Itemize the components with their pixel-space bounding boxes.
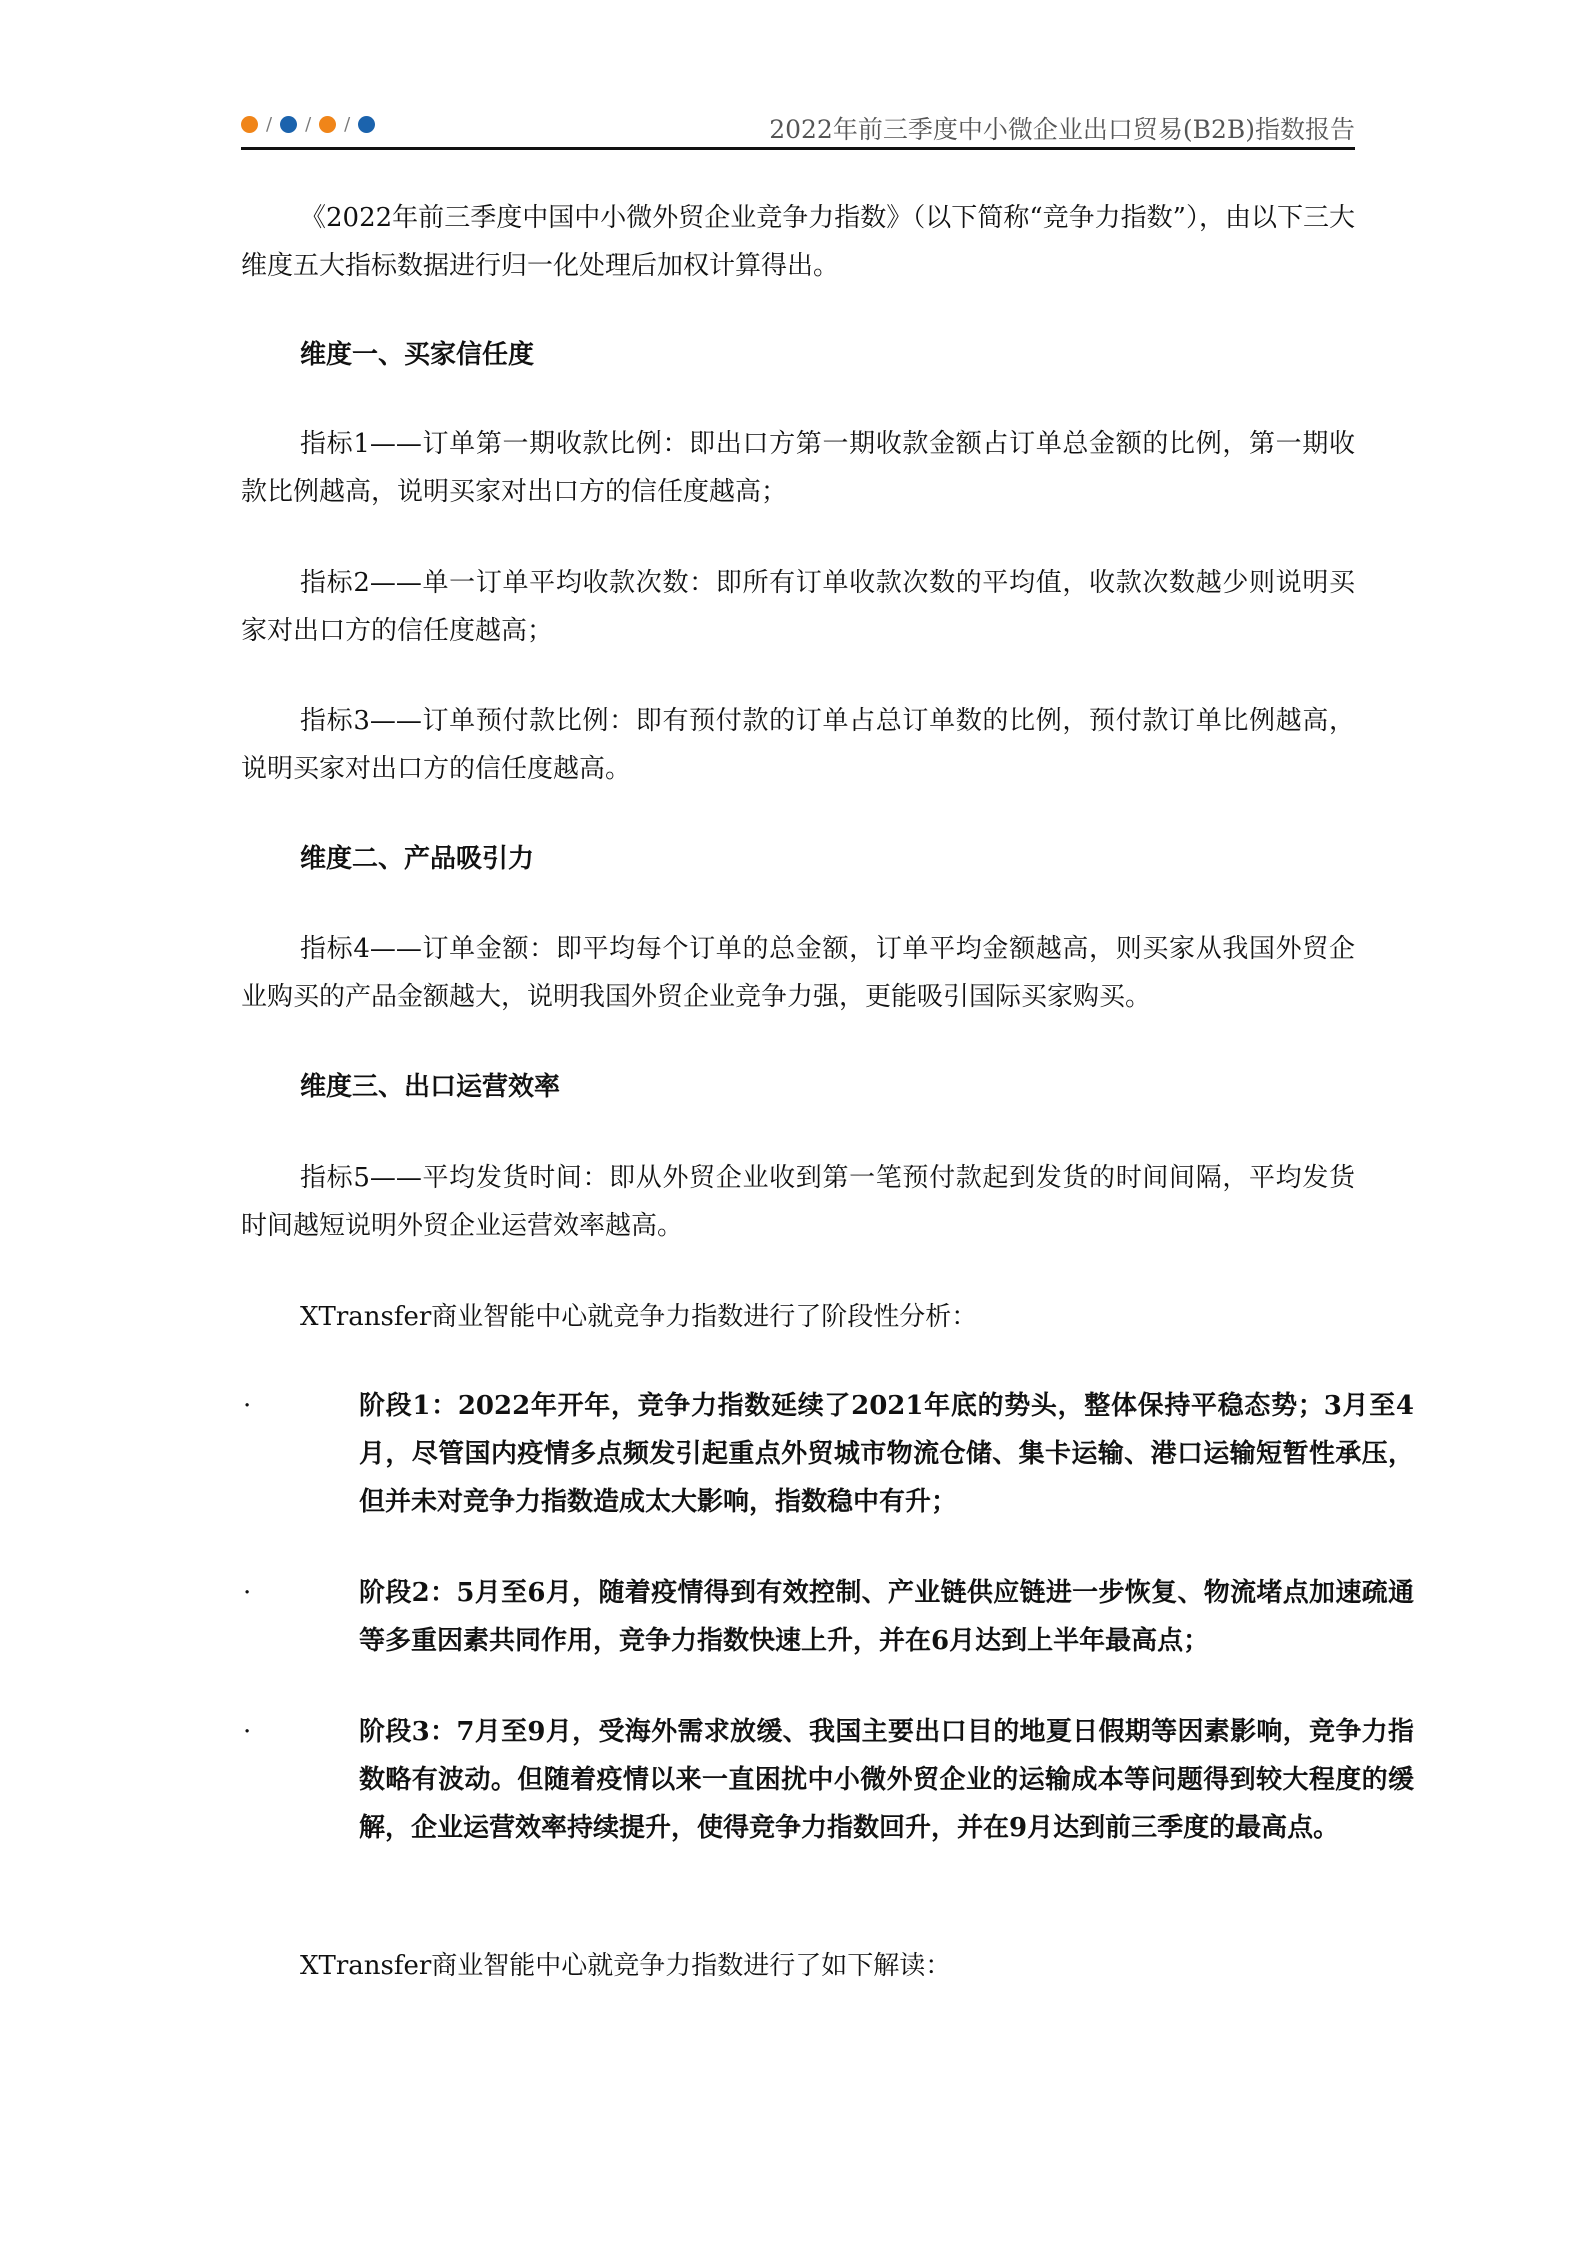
blue-dot-icon	[280, 116, 297, 133]
dimension-heading-3: 维度三、出口运营效率	[300, 1072, 561, 1102]
stage-item-1	[243, 1382, 1414, 1526]
closing-paragraph: XTransfer商业智能中心就竞争力指数进行了如下解读：	[300, 1951, 952, 1981]
bullet-icon: ·	[243, 1578, 252, 1608]
header-logo-dots: / / /	[241, 114, 375, 135]
analysis-intro: XTransfer商业智能中心就竞争力指数进行了阶段性分析：	[300, 1302, 978, 1332]
dimension-heading-2: 维度二、产品吸引力	[300, 844, 535, 874]
stage-text: 阶段1：2022年开年，竞争力指数延续了2021年底的势头，整体保持平稳态势；3月至4月，尽管国内疫情多点频发引起重点外贸城市物流仓储、集卡运输、港口运输短暂性承压，但并未对竞争力指数造成太大影响，指数稳中有升；	[359, 1391, 1414, 1517]
stage-item-2	[243, 1569, 1414, 1665]
stage-text: 阶段3：7月至9月，受海外需求放缓、我国主要出口目的地夏日假期等因素影响，竞争力指数略有波动。但随着疫情以来一直困扰中小微外贸企业的运输成本等问题得到较大程度的缓解，企业运营效率持续提升，使得竞争力指数回升，并在9月达到前三季度的最高点。	[359, 1717, 1414, 1843]
orange-dot-icon	[319, 116, 336, 133]
intro-paragraph: 《2022年前三季度中国中小微外贸企业竞争力指数》（以下简称“竞争力指数”），由以下三大维度五大指标数据进行归一化处理后加权计算得出。	[241, 203, 1355, 281]
indicator-2: 指标2——单一订单平均收款次数：即所有订单收款次数的平均值，收款次数越少则说明买家对出口方的信任度越高；	[241, 568, 1355, 646]
stage-item-3	[243, 1708, 1414, 1852]
bullet-icon: ·	[243, 1391, 252, 1421]
indicator-1: 指标1——订单第一期收款比例：即出口方第一期收款金额占订单总金额的比例，第一期收款比例越高，说明买家对出口方的信任度越高；	[241, 429, 1355, 507]
stage-text: 阶段2：5月至6月，随着疫情得到有效控制、产业链供应链进一步恢复、物流堵点加速疏通等多重因素共同作用，竞争力指数快速上升，并在6月达到上半年最高点；	[359, 1578, 1414, 1656]
blue-dot-icon	[358, 116, 375, 133]
indicator-4: 指标4——订单金额：即平均每个订单的总金额，订单平均金额越高，则买家从我国外贸企业购买的产品金额越大，说明我国外贸企业竞争力强，更能吸引国际买家购买。	[241, 934, 1355, 1012]
indicator-5: 指标5——平均发货时间：即从外贸企业收到第一笔预付款起到发货的时间间隔，平均发货时间越短说明外贸企业运营效率越高。	[241, 1163, 1355, 1241]
header-divider	[241, 147, 1355, 150]
indicator-3: 指标3——订单预付款比例：即有预付款的订单占总订单数的比例，预付款订单比例越高，说明买家对出口方的信任度越高。	[241, 706, 1355, 784]
orange-dot-icon	[241, 116, 258, 133]
header-title: 2022年前三季度中小微企业出口贸易(B2B)指数报告	[769, 115, 1355, 144]
dimension-heading-1: 维度一、买家信任度	[300, 340, 535, 370]
bullet-icon: ·	[243, 1717, 252, 1747]
